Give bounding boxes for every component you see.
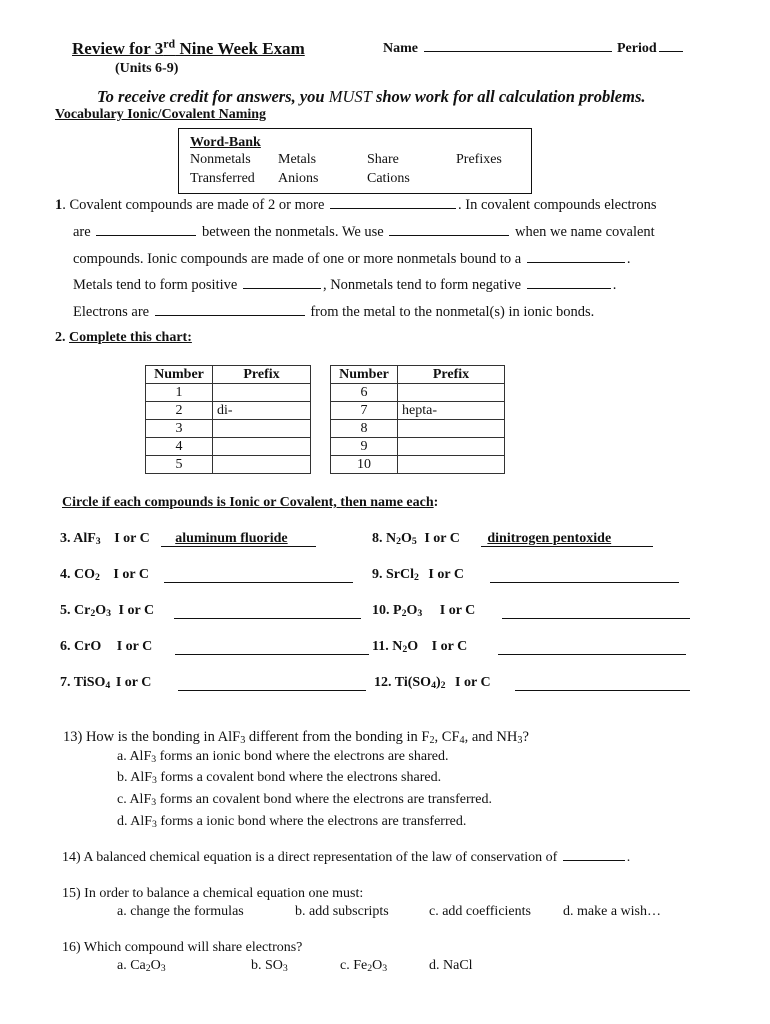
table-row: 10 [331, 456, 505, 474]
ionic-covalent-choice[interactable]: I or C [455, 675, 491, 690]
q13-question: 13) How is the bonding in AlF$_3$ different from the bonding in $F_2$, $CF_4$, and $NH_3$? [63, 729, 529, 746]
compound-3: 3. AlF$_3$ I or C aluminum fluoride [60, 531, 316, 547]
q2-heading: 2. Complete this chart: [55, 330, 192, 345]
table-row: 3 [146, 420, 311, 438]
q1-line-3: compounds. Ionic compounds are made of one or more nonmetals bound to a . [73, 251, 631, 267]
q15-option-a[interactable]: a. change the formulas [117, 904, 244, 919]
answer-field[interactable] [490, 581, 679, 583]
blank[interactable] [389, 234, 509, 236]
ionic-covalent-choice[interactable]: I or C [116, 639, 153, 654]
word-bank-word: Anions [278, 171, 319, 186]
table-row: 1 [146, 384, 311, 402]
q15-option-c[interactable]: c. add coefficients [429, 904, 531, 919]
q14-question: 14) A balanced chemical equation is a direct representation of the law of conservation of . [62, 850, 631, 865]
table-row: 9 [331, 438, 505, 456]
answer-field[interactable] [175, 653, 369, 655]
blank[interactable] [243, 287, 321, 289]
prefix-cell[interactable] [398, 456, 505, 474]
compound-6: 6. CrO I or C [60, 639, 153, 654]
answer-field[interactable]: aluminum fluoride [161, 531, 315, 547]
blank[interactable] [96, 234, 196, 236]
q1-line-2: are between the nonmetals. We use when we name covalent [73, 224, 655, 240]
q13-option-b[interactable]: b. AlF$_3$ forms a covalent bond where the electrons shared. [117, 770, 442, 786]
ionic-covalent-choice[interactable]: I or C [118, 603, 155, 618]
word-bank-word: Share [367, 152, 399, 167]
circle-instruction: Circle if each compounds is Ionic or Covalent, then name each: [62, 495, 439, 510]
q1-line-4: Metals tend to form positive , Nonmetals tend to form negative . [73, 277, 617, 293]
q1-line-5: Electrons are from the metal to the nonmetal(s) in ionic bonds. [73, 304, 595, 320]
q13-option-d[interactable]: d. AlF$_3$ forms a ionic bond where the electrons are transferred. [117, 814, 467, 830]
table-row: 2 di- [146, 402, 311, 420]
answer-field[interactable]: dinitrogen pentoxide [481, 531, 653, 547]
q15-option-d[interactable]: d. make a wish… [563, 904, 661, 919]
ionic-covalent-choice[interactable]: I or C [439, 603, 476, 618]
q16-question: 16) Which compound will share electrons? [62, 940, 303, 955]
page-title: Review for 3rd Nine Week Exam [72, 36, 305, 58]
answer-field[interactable] [502, 617, 690, 619]
prefix-cell[interactable] [398, 420, 505, 438]
word-bank-title: Word-Bank [190, 135, 261, 150]
ionic-covalent-choice[interactable]: I or C [431, 639, 468, 654]
q1-line-1: 1. Covalent compounds are made of 2 or more . In covalent compounds electrons [55, 197, 657, 213]
instruction-banner: To receive credit for answers, you MUST show work for all calculation problems. [97, 87, 646, 106]
word-bank-word: Nonmetals [190, 152, 251, 167]
answer-field[interactable] [164, 581, 353, 583]
blank[interactable] [527, 261, 625, 263]
ionic-covalent-choice[interactable]: I or C [424, 531, 460, 546]
answer-field[interactable] [178, 689, 366, 691]
compound-8: 8. $N_2O_5$ I or C dinitrogen pentoxide [372, 531, 653, 547]
prefix-cell[interactable]: hepta- [398, 402, 505, 420]
ionic-covalent-choice[interactable]: I or C [113, 567, 149, 582]
prefix-cell[interactable] [213, 384, 311, 402]
table-row: 8 [331, 420, 505, 438]
word-bank-word: Transferred [190, 171, 255, 186]
compound-5: 5. $Cr_2O_3$ I or C [60, 603, 155, 619]
q16-option-d[interactable]: d. NaCl [429, 958, 473, 973]
compound-9: 9. SrCl$_2$ I or C [372, 567, 464, 583]
compound-7: 7. TiSO$_4$ I or C [60, 675, 152, 691]
answer-field[interactable] [515, 689, 690, 691]
q16-option-c[interactable]: c. $Fe_2O_3$ [340, 958, 388, 974]
prefix-table-right: Number Prefix 6 7 hepta- 8 9 10 [330, 365, 505, 474]
word-bank-word: Prefixes [456, 152, 502, 167]
blank[interactable] [527, 287, 611, 289]
prefix-cell[interactable] [213, 420, 311, 438]
ionic-covalent-choice[interactable]: I or C [114, 531, 150, 546]
q15-question: 15) In order to balance a chemical equation one must: [62, 886, 364, 901]
blank[interactable] [563, 859, 625, 861]
prefix-cell[interactable] [213, 438, 311, 456]
answer-field[interactable] [174, 617, 361, 619]
q15-option-b[interactable]: b. add subscripts [295, 904, 389, 919]
blank[interactable] [330, 207, 456, 209]
q13-option-c[interactable]: c. AlF$_3$ forms an covalent bond where the electrons are transferred. [117, 792, 492, 808]
q16-option-a[interactable]: a. $Ca_2O_3$ [117, 958, 166, 974]
compound-11: 11. $N_2O$ I or C [372, 639, 468, 655]
table-row: 5 [146, 456, 311, 474]
name-field[interactable]: Name Period [383, 41, 685, 57]
prefix-table-left: Number Prefix 1 2 di- 3 4 5 [145, 365, 311, 474]
compound-12: 12. $Ti(SO_4)_2$ I or C [374, 675, 491, 691]
compound-10: 10. $P_2O_3$ I or C [372, 603, 476, 619]
table-row: 7 hepta- [331, 402, 505, 420]
ionic-covalent-choice[interactable]: I or C [115, 675, 152, 690]
prefix-cell[interactable]: di- [213, 402, 311, 420]
word-bank-word: Metals [278, 152, 317, 167]
word-bank-word: Cations [367, 171, 410, 186]
prefix-cell[interactable] [398, 438, 505, 456]
blank[interactable] [155, 314, 305, 316]
table-row: 4 [146, 438, 311, 456]
table-row: 6 [331, 384, 505, 402]
answer-field[interactable] [498, 653, 686, 655]
ionic-covalent-choice[interactable]: I or C [428, 567, 464, 582]
q16-option-b[interactable]: b. $SO_3$ [251, 958, 288, 974]
prefix-cell[interactable] [213, 456, 311, 474]
compound-4: 4. $CO_2$ I or C [60, 567, 149, 583]
prefix-cell[interactable] [398, 384, 505, 402]
q13-option-a[interactable]: a. AlF$_3$ forms an ionic bond where the electrons are shared. [117, 749, 449, 765]
units-subtitle: (Units 6-9) [115, 61, 179, 76]
section-heading-vocab: Vocabulary Ionic/Covalent Naming [55, 107, 267, 122]
